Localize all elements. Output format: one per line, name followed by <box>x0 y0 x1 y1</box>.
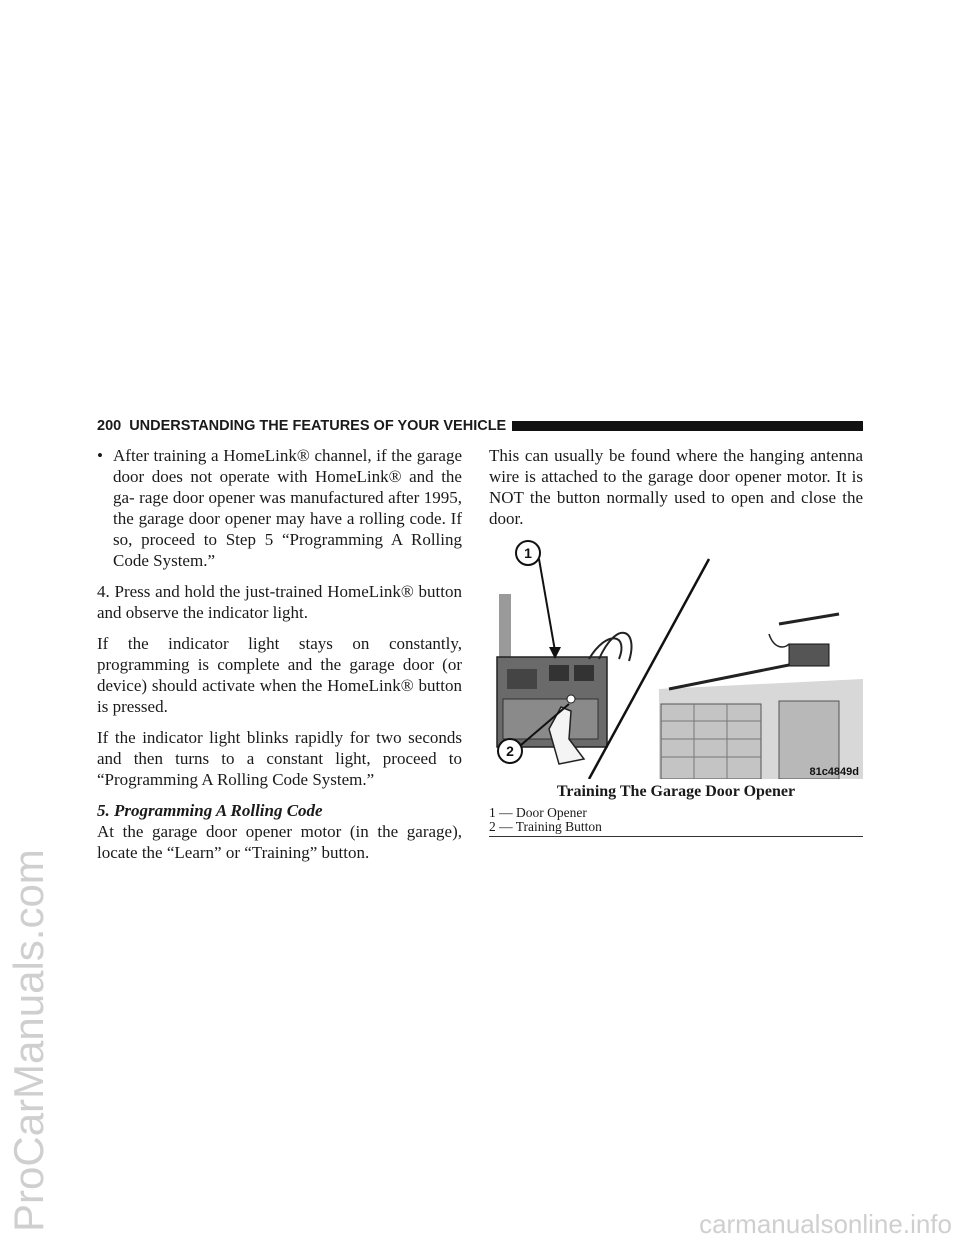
bullet-dot: • <box>97 446 103 465</box>
bullet-item <box>97 445 462 571</box>
svg-text:2: 2 <box>506 743 514 759</box>
section-title: UNDERSTANDING THE FEATURES OF YOUR VEHICLE <box>129 418 507 434</box>
registered-mark: ® <box>400 582 414 601</box>
legend-item-1: 1 — Door Opener <box>489 805 587 820</box>
registered-mark: ® <box>400 676 414 695</box>
garage-door-figure <box>489 539 863 779</box>
callout-1 <box>516 541 561 659</box>
figure-legend <box>489 806 863 837</box>
header-rule <box>512 421 863 431</box>
figure-code: 81c4849d <box>809 766 859 778</box>
watermark-carmanualsonline: carmanualsonline.info <box>699 1209 952 1239</box>
garage-illustration <box>489 539 863 779</box>
page-header <box>97 416 863 436</box>
watermark-procarmanuals: ProCarManuals.com <box>5 849 52 1232</box>
paragraph-antenna: This can usually be found where the hanging antenna wire is attached to the garage door opener motor. It is NOT the button normally used to open and close the door. <box>489 446 863 528</box>
bullet-text: After training a HomeLink® channel, if the garage door does not operate with HomeLink® and the ga- rage door opener was manufactured after 1995, the garage door opener may have a rolling code. If so, proceed to Step 5 “Programming A Rolling Code System.” <box>113 446 462 570</box>
paragraph-constant-light: If the indicator light stays on constantly, programming is complete and the garage door (or device) should activate when the HomeLink® button is pressed. <box>97 634 462 716</box>
heading-rolling-code: 5. Programming A Rolling Code <box>97 801 323 820</box>
left-column <box>97 445 462 873</box>
figure-caption: Training The Garage Door Opener <box>556 783 796 800</box>
registered-mark: ® <box>296 446 310 465</box>
garage-interior-drawing <box>659 614 863 779</box>
paragraph-blinks-rapidly: If the indicator light blinks rapidly for two seconds and then turns to a constant light, proceed to “Programming A Rolling Code System.” <box>97 728 462 789</box>
right-column <box>489 445 863 837</box>
legend-item-2: 2 — Training Button <box>489 819 602 834</box>
paragraph-locate-button: At the garage door opener motor (in the garage), locate the “Learn” or “Training” button. <box>97 822 462 862</box>
svg-text:1: 1 <box>524 545 532 561</box>
page-number: 200 <box>97 418 122 434</box>
registered-mark: ® <box>388 467 402 486</box>
paragraph-step-4: 4. Press and hold the just-trained HomeLink® button and observe the indicator light. <box>97 582 462 622</box>
